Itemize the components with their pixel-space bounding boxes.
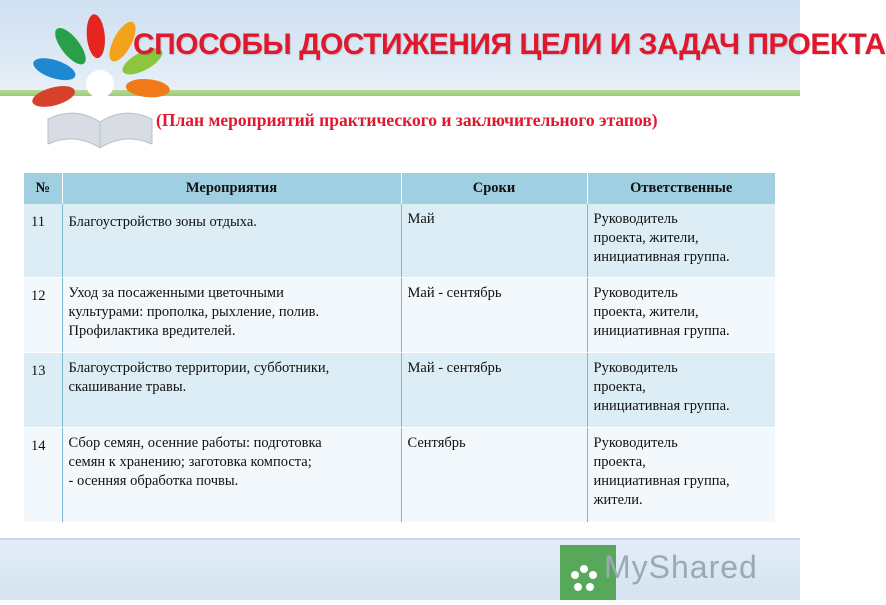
row-number: 13 <box>24 353 62 428</box>
row-event: Благоустройство зоны отдыха. <box>62 204 401 278</box>
row-responsible: Руководитель проекта, жители, инициативная группа. <box>587 204 775 278</box>
watermark-brand: MyShared <box>604 549 758 585</box>
row-term: Май - сентябрь <box>401 353 587 428</box>
row-number: 14 <box>24 428 62 523</box>
row-responsible: Руководитель проекта, инициативная группа. <box>587 353 775 428</box>
book-icon <box>48 113 152 148</box>
table-row <box>24 353 775 428</box>
row-event: Сбор семян, осенние работы: подготовка семян к хранению; заготовка компоста; - осенняя обработка почвы. <box>62 428 401 523</box>
row-term: Май - сентябрь <box>401 278 587 353</box>
row-responsible: Руководитель проекта, инициативная группа, жители. <box>587 428 775 523</box>
page-title: СПОСОБЫ ДОСТИЖЕНИЯ ЦЕЛИ И ЗАДАЧ ПРОЕКТА <box>133 28 886 61</box>
table-row <box>24 204 775 278</box>
plan-table <box>24 173 775 523</box>
row-responsible: Руководитель проекта, жители, инициативная группа. <box>587 278 775 353</box>
row-term: Май <box>401 204 587 278</box>
column-header-terms: Сроки <box>401 173 587 204</box>
row-term: Сентябрь <box>401 428 587 523</box>
table-header-row <box>24 173 775 204</box>
row-event: Уход за посаженными цветочными культурами: прополка, рыхление, полив. Профилактика вредителей. <box>62 278 401 353</box>
row-number: 12 <box>24 278 62 353</box>
column-header-responsible: Ответственные <box>587 173 775 204</box>
row-number: 11 <box>24 204 62 278</box>
table-row <box>24 278 775 353</box>
table-row <box>24 428 775 523</box>
column-header-events: Мероприятия <box>62 173 401 204</box>
row-event: Благоустройство территории, субботники, скашивание травы. <box>62 353 401 428</box>
column-header-number: № <box>24 173 62 204</box>
watermark <box>560 545 800 600</box>
page-subtitle: (План мероприятий практического и заключительного этапов) <box>156 110 658 130</box>
